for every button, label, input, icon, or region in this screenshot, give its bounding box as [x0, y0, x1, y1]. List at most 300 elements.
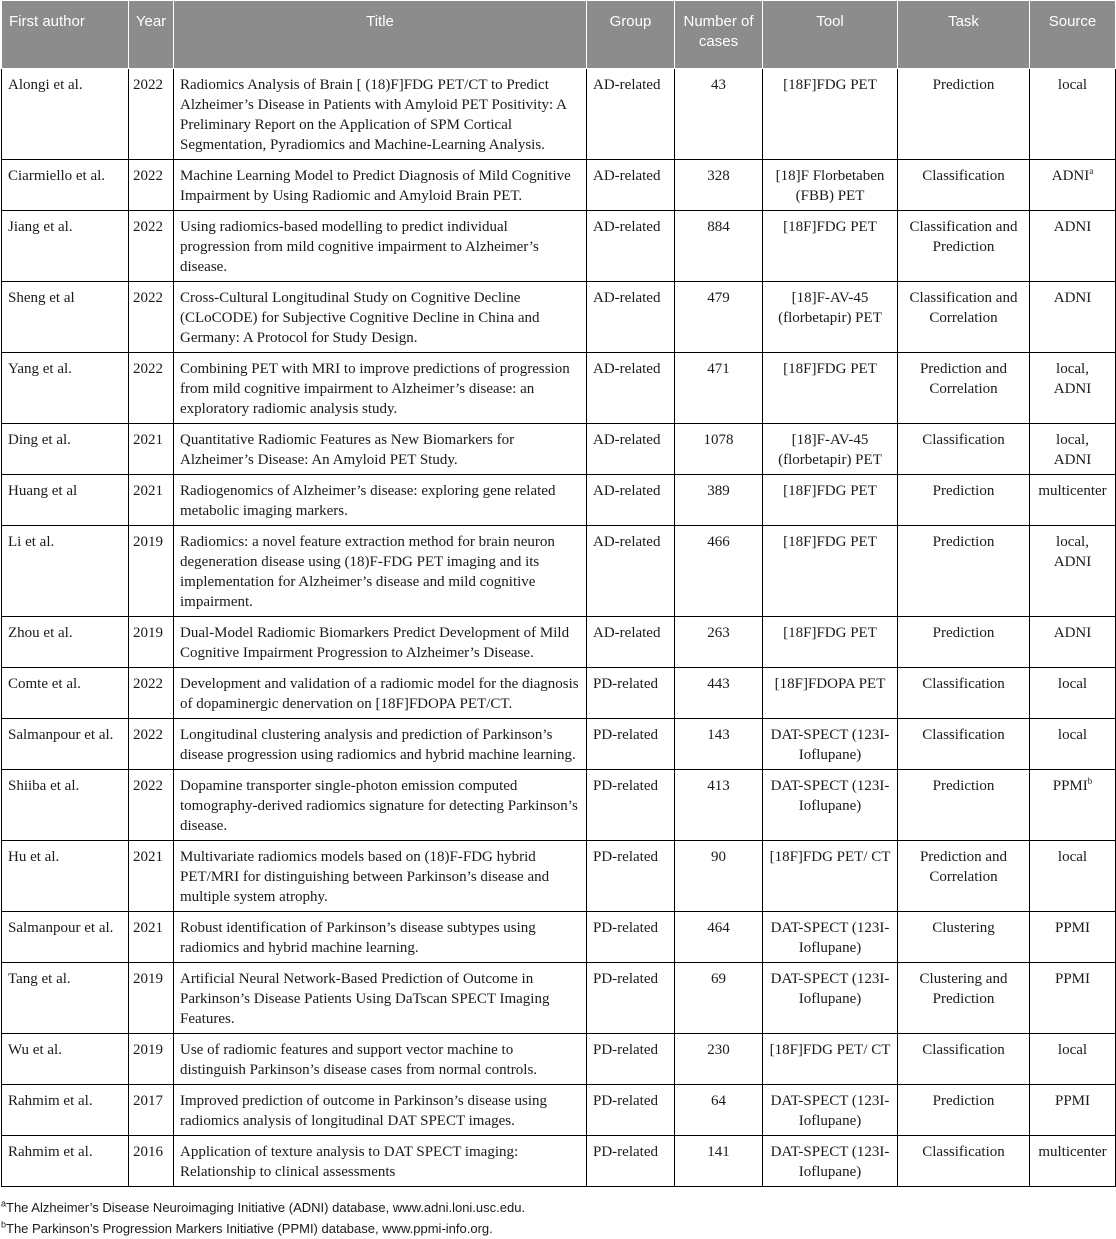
cell-tool: [763, 353, 898, 424]
cell-tool: [763, 282, 898, 353]
cell-tool-text: [18F]FDG PET: [783, 483, 877, 499]
cell-group: [587, 211, 675, 282]
cell-first-author-text: Hu et al.: [8, 849, 60, 865]
cell-group-text: AD-related: [593, 290, 661, 306]
cell-task: [898, 353, 1030, 424]
cell-title: [174, 1136, 587, 1187]
cell-source: [1030, 841, 1116, 912]
cell-task: [898, 963, 1030, 1034]
cell-title: [174, 526, 587, 617]
cell-number-of-cases-text: 64: [711, 1093, 726, 1109]
footnote: [1, 1197, 1116, 1218]
cell-first-author: [2, 668, 129, 719]
cell-first-author: [2, 526, 129, 617]
cell-title: [174, 424, 587, 475]
table-body: [2, 69, 1116, 1187]
cell-source-text: ADNI: [1051, 168, 1090, 184]
cell-year: [129, 841, 174, 912]
cell-year: [129, 282, 174, 353]
cell-tool-text: [18F]FDG PET: [783, 77, 877, 93]
cell-title: [174, 475, 587, 526]
cell-first-author-text: Sheng et al: [8, 290, 75, 306]
cell-source: [1030, 770, 1116, 841]
cell-year: [129, 668, 174, 719]
table-row: [2, 719, 1116, 770]
cell-title-text: Use of radiomic features and support vector machine to distinguish Parkinson’s disease cases from normal controls.: [180, 1042, 538, 1078]
cell-task-text: Classification: [922, 1144, 1005, 1160]
cell-group: [587, 69, 675, 160]
cell-title-text: Dual-Model Radiomic Biomarkers Predict Development of Mild Cognitive Impairment Progression to Alzheimer’s Disease.: [180, 625, 570, 661]
cell-source-text: local, ADNI: [1053, 534, 1092, 570]
cell-title: [174, 1085, 587, 1136]
cell-title-text: Quantitative Radiomic Features as New Biomarkers for Alzheimer’s Disease: An Amyloid PET Study.: [180, 432, 515, 468]
cell-first-author: [2, 424, 129, 475]
cell-first-author: [2, 1034, 129, 1085]
cell-source: [1030, 1136, 1116, 1187]
cell-year-text: 2021: [133, 432, 163, 448]
cell-tool-text: [18F]FDG PET/ CT: [769, 1042, 891, 1058]
cell-source: [1030, 912, 1116, 963]
cell-year: [129, 719, 174, 770]
cell-group-text: PD-related: [593, 727, 658, 743]
cell-number-of-cases-text: 471: [707, 361, 730, 377]
cell-task-text: Classification and Prediction: [909, 219, 1018, 255]
cell-number-of-cases-text: 389: [707, 483, 730, 499]
cell-number-of-cases-text: 263: [707, 625, 730, 641]
cell-number-of-cases-text: 466: [707, 534, 730, 550]
cell-year-text: 2021: [133, 483, 163, 499]
column-header: Tool: [763, 1, 898, 69]
cell-number-of-cases: [675, 475, 763, 526]
cell-first-author: [2, 282, 129, 353]
cell-tool: [763, 912, 898, 963]
cell-number-of-cases: [675, 1136, 763, 1187]
cell-first-author: [2, 353, 129, 424]
cell-number-of-cases: [675, 353, 763, 424]
cell-group: [587, 963, 675, 1034]
cell-year: [129, 160, 174, 211]
cell-group: [587, 424, 675, 475]
cell-task-text: Prediction: [932, 625, 995, 641]
cell-tool: [763, 1136, 898, 1187]
cell-first-author-text: Shiiba et al.: [8, 778, 80, 794]
cell-group-text: PD-related: [593, 778, 658, 794]
cell-title-text: Development and validation of a radiomic model for the diagnosis of dopaminergic denervation on [18F]FDOPA PET/CT.: [180, 676, 579, 712]
cell-year: [129, 617, 174, 668]
cell-group-text: AD-related: [593, 219, 661, 235]
cell-title-text: Radiomics Analysis of Brain [ (18)F]FDG PET/CT to Predict Alzheimer’s Disease in Patients with Amyloid PET Positivity: A Preliminary Report on the Application of SPM Cortical Segmentation, Pyradiomics and Machine-Learning Analysis.: [180, 77, 567, 153]
cell-tool-text: DAT-SPECT (123I-Ioflupane): [770, 1093, 890, 1129]
cell-number-of-cases: [675, 912, 763, 963]
cell-task-text: Prediction: [932, 483, 995, 499]
cell-first-author-text: Ciarmiello et al.: [8, 168, 106, 184]
cell-title-text: Multivariate radiomics models based on (18)F-FDG hybrid PET/MRI for distinguishing between Parkinson’s disease and multiple system atrophy.: [180, 849, 550, 905]
cell-tool: [763, 475, 898, 526]
cell-group: [587, 719, 675, 770]
cell-source: [1030, 963, 1116, 1034]
cell-group-text: PD-related: [593, 920, 658, 936]
cell-first-author-text: Salmanpour et al.: [8, 920, 114, 936]
cell-source-text: PPMI: [1054, 920, 1091, 936]
cell-title: [174, 282, 587, 353]
cell-group-text: AD-related: [593, 483, 661, 499]
cell-group-text: AD-related: [593, 168, 661, 184]
cell-first-author: [2, 211, 129, 282]
cell-year: [129, 1034, 174, 1085]
cell-source-text: PPMI: [1054, 971, 1091, 987]
table-row: [2, 912, 1116, 963]
table-row: [2, 424, 1116, 475]
cell-number-of-cases-text: 464: [707, 920, 730, 936]
cell-task-text: Clustering and Prediction: [919, 971, 1008, 1007]
cell-number-of-cases: [675, 1085, 763, 1136]
cell-task: [898, 841, 1030, 912]
cell-year-text: 2022: [133, 676, 163, 692]
table-header-row: [2, 1, 1116, 69]
column-header: Title: [174, 1, 587, 69]
cell-year-text: 2022: [133, 219, 163, 235]
cell-first-author: [2, 1085, 129, 1136]
cell-tool-text: DAT-SPECT (123I-Ioflupane): [770, 971, 890, 1007]
cell-number-of-cases-text: 1078: [703, 432, 734, 448]
cell-year-text: 2022: [133, 77, 163, 93]
column-header: Year: [129, 1, 174, 69]
cell-year: [129, 424, 174, 475]
cell-tool: [763, 841, 898, 912]
footnote-mark: b: [1, 1219, 7, 1230]
cell-number-of-cases: [675, 69, 763, 160]
table-row: [2, 1034, 1116, 1085]
cell-title: [174, 668, 587, 719]
table-row: [2, 1085, 1116, 1136]
table-row: [2, 211, 1116, 282]
cell-title-text: Longitudinal clustering analysis and prediction of Parkinson’s disease progression using radiomics and hybrid machine learning.: [180, 727, 576, 763]
cell-number-of-cases-text: 413: [707, 778, 730, 794]
column-header: Number of cases: [675, 1, 763, 69]
cell-group-text: PD-related: [593, 849, 658, 865]
table-row: [2, 841, 1116, 912]
cell-source-text: ADNI: [1053, 290, 1092, 306]
cell-group: [587, 1034, 675, 1085]
cell-year: [129, 526, 174, 617]
cell-task: [898, 1085, 1030, 1136]
cell-title-text: Cross-Cultural Longitudinal Study on Cognitive Decline (CLoCODE) for Subjective Cognitive Decline in China and Germany: A Protocol for Study Design.: [180, 290, 540, 346]
cell-source: [1030, 719, 1116, 770]
footnote-text: The Alzheimer’s Disease Neuroimaging Initiative (ADNI) database, www.adni.loni.usc.edu.: [6, 1200, 526, 1215]
cell-tool-text: [18F]FDOPA PET: [774, 676, 886, 692]
cell-task-text: Prediction and Correlation: [919, 849, 1008, 885]
cell-title: [174, 1034, 587, 1085]
cell-title-text: Radiomics: a novel feature extraction method for brain neuron degeneration disease using (18)F-FDG PET imaging and its implementation for Alzheimer’s disease and mild cognitive impairment.: [180, 534, 555, 610]
cell-year-text: 2021: [133, 849, 163, 865]
cell-first-author-text: Wu et al.: [8, 1042, 62, 1058]
cell-number-of-cases: [675, 282, 763, 353]
footnote-marker: b: [1087, 776, 1093, 786]
cell-task-text: Prediction and Correlation: [919, 361, 1008, 397]
cell-title-text: Using radiomics-based modelling to predict individual progression from mild cognitive impairment to Alzheimer’s disease.: [180, 219, 539, 275]
cell-first-author-text: Rahmim et al.: [8, 1093, 93, 1109]
cell-group-text: PD-related: [593, 676, 658, 692]
cell-source-text: ADNI: [1053, 625, 1092, 641]
cell-number-of-cases-text: 328: [707, 168, 730, 184]
cell-title-text: Combining PET with MRI to improve predictions of progression from mild cognitive impairment to Alzheimer’s disease: an exploratory radiomic analysis study.: [180, 361, 570, 417]
cell-number-of-cases: [675, 424, 763, 475]
cell-first-author-text: Salmanpour et al.: [8, 727, 114, 743]
cell-first-author: [2, 841, 129, 912]
cell-number-of-cases: [675, 526, 763, 617]
cell-year-text: 2022: [133, 290, 163, 306]
cell-task-text: Classification: [922, 676, 1005, 692]
cell-tool-text: [18]F-AV-45 (florbetapir) PET: [778, 432, 882, 468]
cell-task-text: Classification: [922, 432, 1005, 448]
cell-source: [1030, 160, 1116, 211]
table-row: [2, 282, 1116, 353]
cell-tool: [763, 1085, 898, 1136]
cell-number-of-cases: [675, 668, 763, 719]
cell-source-text: multicenter: [1038, 1144, 1107, 1160]
cell-year: [129, 69, 174, 160]
cell-number-of-cases-text: 443: [707, 676, 730, 692]
cell-year: [129, 1085, 174, 1136]
cell-number-of-cases: [675, 841, 763, 912]
cell-source: [1030, 1034, 1116, 1085]
cell-title: [174, 963, 587, 1034]
cell-group-text: PD-related: [593, 971, 658, 987]
cell-first-author-text: Ding et al.: [8, 432, 71, 448]
cell-tool: [763, 160, 898, 211]
cell-title: [174, 160, 587, 211]
cell-task: [898, 719, 1030, 770]
cell-task: [898, 1034, 1030, 1085]
cell-task-text: Classification: [922, 1042, 1005, 1058]
cell-task: [898, 211, 1030, 282]
table-row: [2, 1136, 1116, 1187]
cell-group-text: PD-related: [593, 1093, 658, 1109]
footnotes: [0, 1197, 1116, 1239]
cell-tool-text: DAT-SPECT (123I-Ioflupane): [770, 727, 890, 763]
cell-group-text: AD-related: [593, 361, 661, 377]
table-row: [2, 617, 1116, 668]
cell-first-author-text: Jiang et al.: [8, 219, 73, 235]
cell-group-text: PD-related: [593, 1144, 658, 1160]
cell-first-author: [2, 963, 129, 1034]
cell-title: [174, 841, 587, 912]
cell-tool-text: [18F]FDG PET: [783, 361, 877, 377]
cell-year: [129, 912, 174, 963]
cell-number-of-cases-text: 884: [707, 219, 730, 235]
column-header: Group: [587, 1, 675, 69]
cell-year: [129, 1136, 174, 1187]
cell-task-text: Prediction: [932, 778, 995, 794]
cell-first-author-text: Li et al.: [8, 534, 55, 550]
cell-group: [587, 1136, 675, 1187]
cell-source: [1030, 282, 1116, 353]
cell-title-text: Machine Learning Model to Predict Diagnosis of Mild Cognitive Impairment by Using Radiomic and Amyloid Brain PET.: [180, 168, 571, 204]
cell-source-text: local: [1057, 727, 1088, 743]
cell-number-of-cases: [675, 160, 763, 211]
cell-first-author: [2, 69, 129, 160]
cell-source: [1030, 424, 1116, 475]
cell-tool-text: [18]F-AV-45 (florbetapir) PET: [778, 290, 882, 326]
cell-source-text: ADNI: [1053, 219, 1092, 235]
cell-title: [174, 770, 587, 841]
cell-first-author: [2, 912, 129, 963]
table-row: [2, 353, 1116, 424]
cell-year: [129, 770, 174, 841]
cell-number-of-cases-text: 230: [707, 1042, 730, 1058]
cell-number-of-cases: [675, 963, 763, 1034]
cell-source: [1030, 475, 1116, 526]
footnote: [1, 1218, 1116, 1239]
cell-source-text: local, ADNI: [1053, 432, 1092, 468]
cell-task-text: Prediction: [932, 534, 995, 550]
cell-task-text: Classification: [922, 168, 1005, 184]
cell-first-author: [2, 160, 129, 211]
cell-task: [898, 475, 1030, 526]
cell-year: [129, 475, 174, 526]
cell-source: [1030, 69, 1116, 160]
cell-group: [587, 475, 675, 526]
table-row: [2, 475, 1116, 526]
cell-first-author: [2, 719, 129, 770]
footnote-text: The Parkinson’s Progression Markers Initiative (PPMI) database, www.ppmi-info.org.: [6, 1221, 493, 1236]
cell-first-author-text: Alongi et al.: [8, 77, 83, 93]
cell-source: [1030, 526, 1116, 617]
table-row: [2, 963, 1116, 1034]
cell-first-author-text: Comte et al.: [8, 676, 81, 692]
cell-source-text: PPMI: [1052, 778, 1088, 794]
cell-group-text: AD-related: [593, 432, 661, 448]
cell-tool-text: DAT-SPECT (123I-Ioflupane): [770, 778, 890, 814]
cell-task: [898, 160, 1030, 211]
cell-tool-text: [18F]FDG PET/ CT: [769, 849, 891, 865]
cell-title: [174, 353, 587, 424]
cell-year-text: 2017: [133, 1093, 163, 1109]
table-row: [2, 160, 1116, 211]
cell-group: [587, 282, 675, 353]
cell-source-text: local: [1057, 1042, 1088, 1058]
cell-year-text: 2022: [133, 361, 163, 377]
cell-group: [587, 526, 675, 617]
cell-source: [1030, 1085, 1116, 1136]
cell-group: [587, 617, 675, 668]
cell-group: [587, 353, 675, 424]
table-row: [2, 69, 1116, 160]
cell-title: [174, 211, 587, 282]
cell-year-text: 2019: [133, 971, 163, 987]
cell-task-text: Prediction: [932, 77, 995, 93]
cell-year-text: 2022: [133, 778, 163, 794]
cell-task: [898, 617, 1030, 668]
cell-number-of-cases: [675, 1034, 763, 1085]
cell-group: [587, 160, 675, 211]
cell-first-author: [2, 770, 129, 841]
cell-tool: [763, 668, 898, 719]
cell-tool-text: DAT-SPECT (123I-Ioflupane): [770, 920, 890, 956]
cell-number-of-cases: [675, 211, 763, 282]
cell-title: [174, 719, 587, 770]
cell-year-text: 2021: [133, 920, 163, 936]
cell-tool-text: [18F]FDG PET: [783, 625, 877, 641]
cell-group-text: AD-related: [593, 77, 661, 93]
cell-title-text: Artificial Neural Network-Based Prediction of Outcome in Parkinson’s Disease Patients Using DaTscan SPECT Imaging Features.: [180, 971, 550, 1027]
cell-group-text: AD-related: [593, 534, 661, 550]
cell-tool: [763, 211, 898, 282]
cell-source: [1030, 211, 1116, 282]
cell-title-text: Radiogenomics of Alzheimer’s disease: exploring gene related metabolic imaging markers.: [180, 483, 556, 519]
cell-year-text: 2022: [133, 727, 163, 743]
cell-year-text: 2019: [133, 625, 163, 641]
cell-group-text: PD-related: [593, 1042, 658, 1058]
cell-title-text: Robust identification of Parkinson’s disease subtypes using radiomics and hybrid machine learning.: [180, 920, 536, 956]
cell-tool-text: [18]F Florbetaben (FBB) PET: [775, 168, 885, 204]
footnote-marker: a: [1089, 166, 1094, 176]
cell-title-text: Application of texture analysis to DAT SPECT imaging: Relationship to clinical assessments: [180, 1144, 519, 1180]
column-header: Task: [898, 1, 1030, 69]
cell-group: [587, 841, 675, 912]
cell-first-author-text: Huang et al: [8, 483, 78, 499]
cell-number-of-cases-text: 43: [711, 77, 726, 93]
cell-year: [129, 353, 174, 424]
cell-tool: [763, 526, 898, 617]
cell-task: [898, 424, 1030, 475]
cell-task: [898, 526, 1030, 617]
cell-source: [1030, 353, 1116, 424]
cell-source: [1030, 668, 1116, 719]
cell-title-text: Improved prediction of outcome in Parkinson’s disease using radiomics analysis of longitudinal DAT SPECT images.: [180, 1093, 548, 1129]
cell-task: [898, 912, 1030, 963]
cell-source-text: local: [1057, 849, 1088, 865]
cell-source-text: local: [1057, 676, 1088, 692]
cell-task: [898, 668, 1030, 719]
cell-tool-text: DAT-SPECT (123I-Ioflupane): [770, 1144, 890, 1180]
cell-title: [174, 69, 587, 160]
cell-year-text: 2016: [133, 1144, 163, 1160]
cell-source-text: local: [1057, 77, 1088, 93]
cell-group: [587, 770, 675, 841]
cell-tool: [763, 719, 898, 770]
cell-number-of-cases-text: 141: [707, 1144, 730, 1160]
cell-group: [587, 668, 675, 719]
cell-number-of-cases: [675, 719, 763, 770]
cell-task: [898, 770, 1030, 841]
cell-tool-text: [18F]FDG PET: [783, 534, 877, 550]
cell-tool: [763, 963, 898, 1034]
cell-first-author-text: Yang et al.: [8, 361, 72, 377]
cell-first-author: [2, 475, 129, 526]
cell-number-of-cases: [675, 770, 763, 841]
cell-first-author: [2, 617, 129, 668]
cell-tool: [763, 1034, 898, 1085]
cell-group: [587, 912, 675, 963]
cell-year-text: 2019: [133, 534, 163, 550]
cell-title-text: Dopamine transporter single-photon emission computed tomography-derived radiomics signature for detecting Parkinson’s disease.: [180, 778, 578, 834]
cell-task: [898, 1136, 1030, 1187]
cell-number-of-cases-text: 69: [711, 971, 726, 987]
cell-tool: [763, 69, 898, 160]
cell-number-of-cases: [675, 617, 763, 668]
cell-number-of-cases-text: 143: [707, 727, 730, 743]
column-header: First author: [2, 1, 129, 69]
cell-source-text: PPMI: [1054, 1093, 1091, 1109]
cell-number-of-cases-text: 479: [707, 290, 730, 306]
cell-task: [898, 282, 1030, 353]
cell-task: [898, 69, 1030, 160]
studies-table: [1, 0, 1116, 1187]
cell-source-text: local, ADNI: [1053, 361, 1092, 397]
cell-first-author-text: Rahmim et al.: [8, 1144, 93, 1160]
cell-tool: [763, 770, 898, 841]
